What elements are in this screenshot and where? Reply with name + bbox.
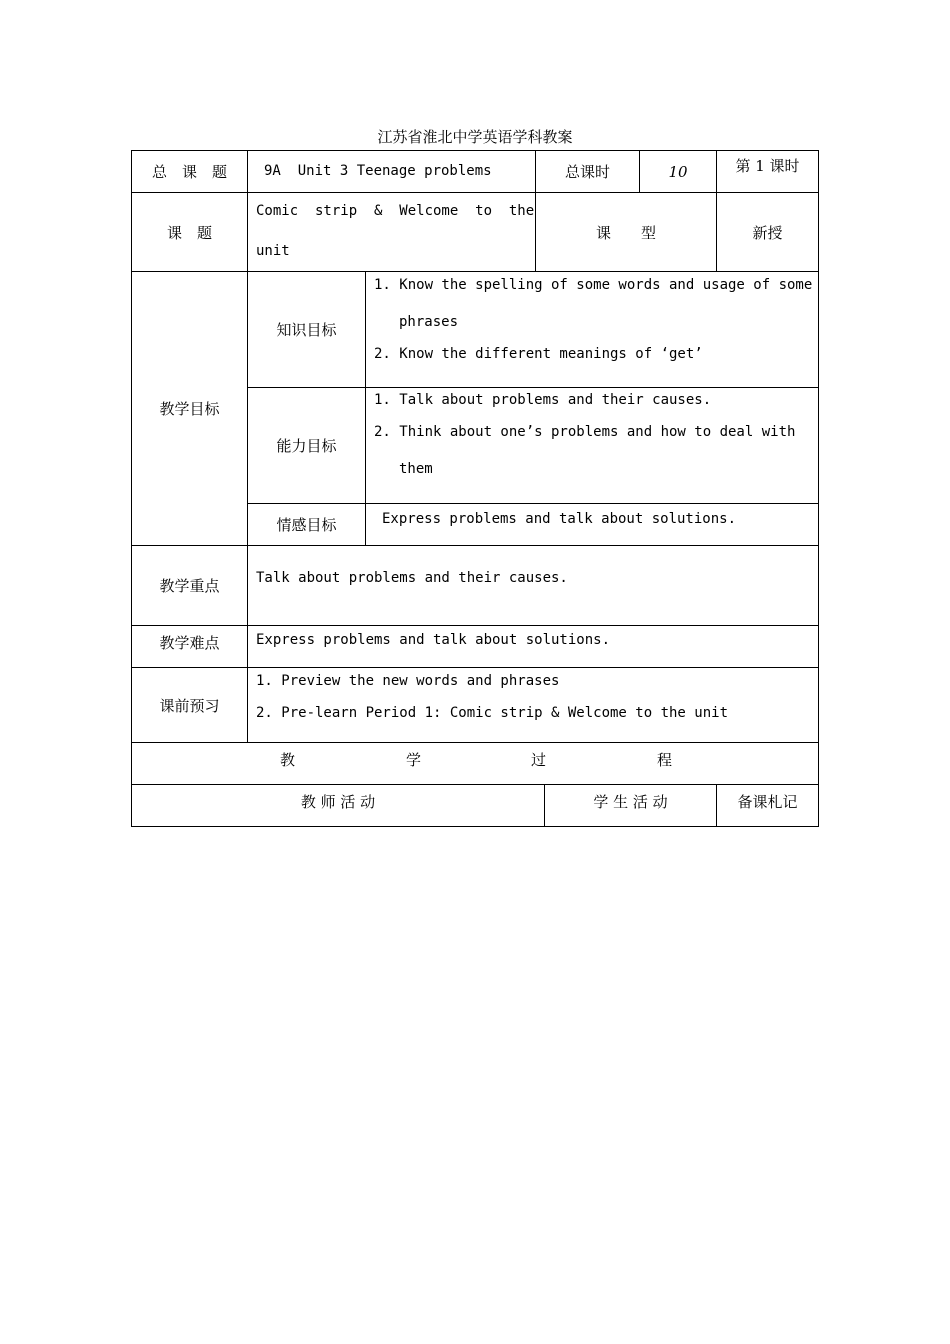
knowledge-objective-label-text: 知识目标 bbox=[276, 321, 337, 339]
lesson-topic-label bbox=[131, 192, 248, 272]
process-char-2: 学 bbox=[406, 751, 422, 769]
preview-content bbox=[247, 667, 819, 743]
knowledge-line-1: 1. Know the spelling of some words and usage of some bbox=[374, 277, 813, 293]
lesson-topic-line-2: unit bbox=[256, 243, 290, 259]
difficulties-label-text: 教学难点 bbox=[159, 634, 220, 652]
ability-line-3: them bbox=[399, 461, 433, 477]
total-hours-value bbox=[639, 150, 717, 193]
emotion-objective-label bbox=[247, 503, 366, 546]
lesson-notes-header bbox=[716, 784, 819, 827]
lesson-notes-text: 备课札记 bbox=[737, 793, 798, 811]
ability-objective-label bbox=[247, 387, 366, 504]
lesson-type-value-text: 新授 bbox=[752, 223, 783, 242]
preview-label bbox=[131, 667, 248, 743]
emotion-objective-content bbox=[365, 503, 819, 546]
teacher-activities-header bbox=[131, 784, 545, 827]
ability-line-1: 1. Talk about problems and their causes. bbox=[374, 392, 712, 408]
difficulties-text: Express problems and talk about solutions. bbox=[256, 632, 611, 648]
difficulties-content bbox=[247, 625, 819, 668]
ability-objective-label-text: 能力目标 bbox=[276, 437, 337, 455]
total-topic-text: 9A Unit 3 Teenage problems bbox=[264, 163, 492, 179]
knowledge-objective-content bbox=[365, 271, 819, 388]
preview-line-2: 2. Pre-learn Period 1: Comic strip & Welcome to the unit bbox=[256, 705, 729, 721]
student-activities-header bbox=[544, 784, 717, 827]
teacher-activities-text: 教 师 活 动 bbox=[300, 793, 376, 811]
objectives-label-text: 教学目标 bbox=[159, 400, 220, 418]
total-topic-value bbox=[247, 150, 536, 193]
lesson-type-label bbox=[535, 192, 717, 272]
difficulties-label bbox=[131, 625, 248, 668]
student-activities-text: 学 生 活 动 bbox=[593, 793, 668, 811]
lesson-type-value bbox=[716, 192, 819, 272]
lesson-topic-line-1: Comic strip & Welcome to the bbox=[256, 203, 535, 219]
key-points-label-text: 教学重点 bbox=[159, 577, 220, 595]
key-points-content bbox=[247, 545, 819, 626]
ability-line-2: 2. Think about one’s problems and how to deal with bbox=[374, 424, 796, 440]
knowledge-objective-label bbox=[247, 271, 366, 388]
document-title: 江苏省淮北中学英语学科教案 bbox=[377, 128, 573, 146]
total-hours-value-text: 10 bbox=[668, 162, 688, 181]
lesson-type-label-text: 课 型 bbox=[595, 223, 656, 242]
total-topic-label-text: 总 课 题 bbox=[151, 163, 227, 181]
key-points-label bbox=[131, 545, 248, 626]
lesson-topic-label-text: 课 题 bbox=[166, 223, 212, 242]
ability-objective-content bbox=[365, 387, 819, 504]
knowledge-line-3: 2. Know the different meanings of ‘get’ bbox=[374, 346, 703, 362]
preview-label-text: 课前预习 bbox=[159, 696, 220, 715]
emotion-objective-text: Express problems and talk about solutions. bbox=[382, 511, 737, 527]
total-topic-label bbox=[131, 150, 248, 193]
total-hours-label bbox=[535, 150, 640, 193]
period-number-text: 第 1 课时 bbox=[735, 157, 800, 175]
total-hours-label-text: 总课时 bbox=[564, 163, 610, 181]
process-char-4: 程 bbox=[657, 751, 673, 769]
emotion-objective-label-text: 情感目标 bbox=[276, 516, 337, 534]
preview-line-1: 1. Preview the new words and phrases bbox=[256, 673, 560, 689]
lesson-topic-value bbox=[247, 192, 536, 272]
period-number bbox=[716, 150, 819, 193]
objectives-label bbox=[131, 271, 248, 546]
key-points-text: Talk about problems and their causes. bbox=[256, 570, 568, 586]
process-header bbox=[131, 742, 819, 785]
process-char-3: 过 bbox=[531, 751, 547, 769]
process-char-1: 教 bbox=[280, 751, 296, 769]
knowledge-line-2: phrases bbox=[399, 314, 459, 330]
